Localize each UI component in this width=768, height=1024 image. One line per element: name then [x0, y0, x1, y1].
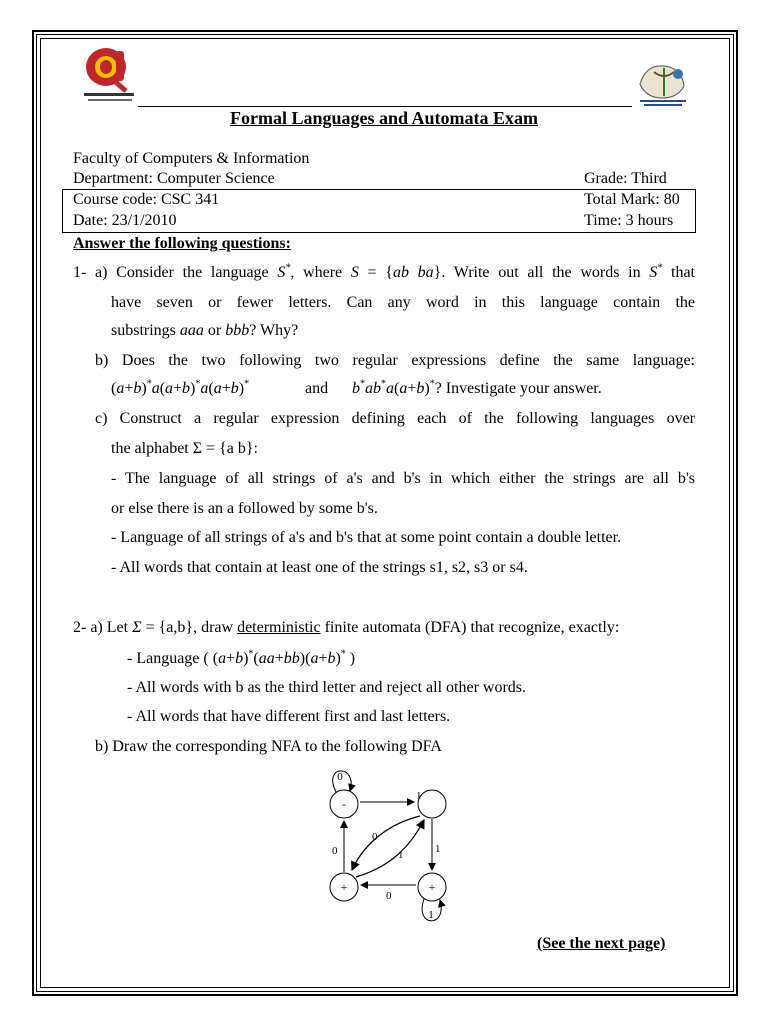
- department: Department: Computer Science: [73, 170, 275, 187]
- q1c-line1: c) Construct a regular expression defining each of the following languages over: [95, 410, 695, 427]
- faculty-name: Faculty of Computers & Information: [73, 150, 310, 167]
- q1a-line3: substrings aaa or bbb? Why?: [111, 322, 299, 339]
- exam-date: Date: 23/1/2010: [73, 212, 177, 229]
- q1c-alphabet: the alphabet Σ = {a b}:: [111, 440, 258, 457]
- q1a-text-3: = {: [358, 264, 393, 281]
- total-mark: Total Mark: 80: [584, 191, 680, 208]
- q1c-item1-line1: - The language of all strings of a's and b's in which either the strings are all b's: [111, 470, 695, 487]
- q2a-item3: - All words that have different first and last letters.: [127, 708, 451, 725]
- q1a-s-star-2: S*: [649, 262, 663, 281]
- exam-time: Time: 3 hours: [584, 212, 674, 229]
- dfa-final-sign-right: +: [428, 880, 436, 894]
- dfa-label-loop-start: 0: [337, 771, 343, 783]
- q1c-item1-line2: or else there is an a followed by some b's.: [111, 500, 378, 517]
- q1a-text-2: , where: [290, 264, 351, 281]
- course-code: Course code: CSC 341: [73, 191, 220, 208]
- exam-title: Formal Languages and Automata Exam: [229, 108, 539, 128]
- dfa-label-leftfinal-q1: 1: [398, 849, 404, 861]
- q2b-line: b) Draw the corresponding NFA to the following DFA: [95, 738, 442, 755]
- q1a-s-star: S*: [277, 262, 291, 281]
- q1b-line1: b) Does the two following two regular expressions define the same language:: [95, 352, 695, 369]
- q2a-item1: - Language ( (a+b)*(aa+bb)(a+b)* ): [127, 648, 356, 667]
- q1a-text-5: that: [662, 264, 695, 281]
- q1b-expr2: b*ab*a(a+b)*? Investigate your answer.: [352, 378, 602, 397]
- q2a-item2: - All words with b as the third letter and reject all other words.: [127, 679, 527, 696]
- q1a-line1: [73, 264, 695, 282]
- q1b-expr1: (a+b)*a(a+b)*a(a+b)*: [111, 378, 250, 397]
- dfa-final-sign-left: +: [340, 880, 348, 894]
- dfa-label-loop-rightfinal: 1: [428, 909, 434, 921]
- dfa-start-sign: -: [342, 797, 346, 811]
- instructions: Answer the following questions:: [73, 235, 291, 252]
- dfa-label-q1-leftfinal: 0: [372, 831, 378, 843]
- q1b-and: and: [305, 380, 329, 397]
- q1a-line2: have seven or fewer letters. Can any word in this language contain the: [111, 294, 695, 311]
- q1a-text-4: }. Write out all the words in: [433, 264, 650, 281]
- q2a-line: 2- a) Let Σ = {a,b}, draw deterministic finite automata (DFA) that recognize, exactly:: [73, 619, 620, 636]
- grade: Grade: Third: [584, 170, 667, 187]
- q1c-item3: - All words that contain at least one of the strings s1, s2, s3 or s4.: [111, 559, 528, 576]
- next-page-note: (See the next page): [537, 935, 666, 952]
- dfa-diagram: [310, 762, 460, 932]
- header-rule: [138, 106, 632, 107]
- dfa-label-leftfinal-start: 0: [332, 845, 338, 857]
- q1a-text-1: 1- a) Consider the language: [73, 264, 278, 281]
- q1a-s: S: [350, 264, 359, 281]
- dfa-label-q1-rightfinal: 1: [435, 843, 441, 855]
- dfa-edge-q1-leftfinal: [352, 816, 420, 870]
- university-logo: [634, 58, 692, 108]
- faculty-logo: [82, 45, 138, 107]
- dfa-state-q1: [418, 790, 446, 818]
- q1c-item2: - Language of all strings of a's and b's that at some point contain a double letter.: [111, 529, 622, 546]
- dfa-label-rightfinal-leftfinal: 0: [386, 890, 392, 902]
- q1a-set: ab ba: [392, 264, 434, 281]
- dfa-label-start-q1: 1: [416, 790, 422, 802]
